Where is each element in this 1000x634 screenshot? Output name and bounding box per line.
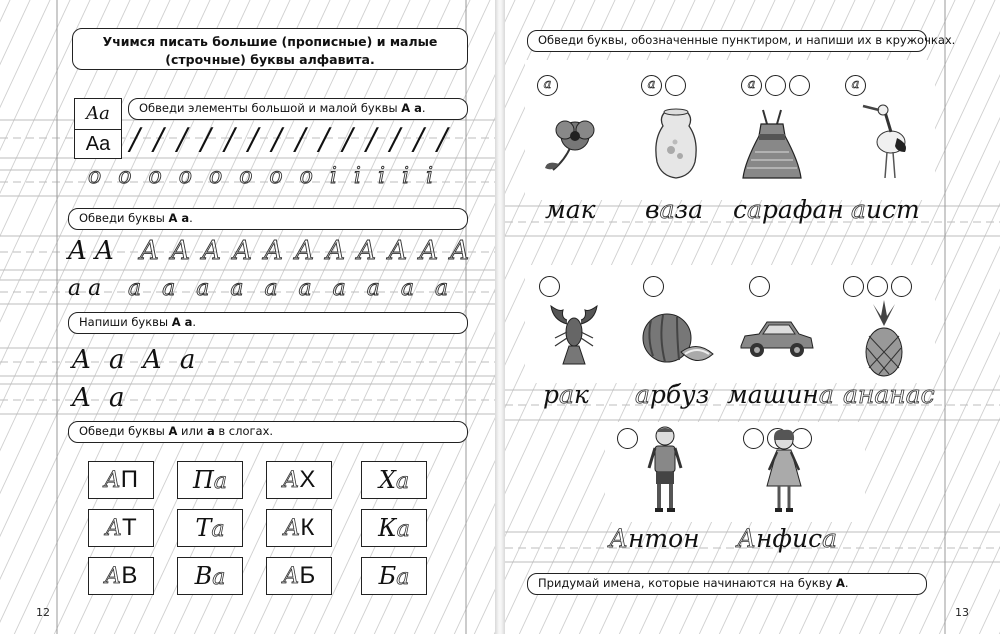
word-ananas: ананас (843, 380, 935, 409)
sample-upper-a: A A (68, 236, 114, 266)
answer-circle[interactable] (665, 75, 686, 96)
answer-circles[interactable] (537, 75, 558, 96)
page-title: Учимся писать большие (прописные) и малые (строчные) буквы алфавита. (72, 28, 468, 70)
answer-circle[interactable] (765, 75, 786, 96)
girl-picture (763, 428, 805, 514)
answer-circles[interactable] (617, 428, 638, 449)
answer-circle[interactable] (843, 276, 864, 297)
answer-circles[interactable] (539, 276, 560, 297)
page-number: 12 (36, 606, 50, 619)
answer-circle[interactable] (743, 428, 764, 449)
answer-circles[interactable] (845, 75, 866, 96)
write-row-2[interactable]: A a (72, 383, 130, 413)
word-aist: аист (851, 195, 920, 224)
poppy-picture (541, 116, 605, 178)
crayfish-picture (545, 302, 603, 368)
answer-circle[interactable] (891, 276, 912, 297)
syllable-box[interactable]: АК (266, 509, 332, 547)
syllable-box[interactable]: АВ (88, 557, 154, 595)
word-vaza: ваза (645, 195, 704, 224)
cursive-letter-sample: Aa (75, 99, 121, 130)
syllable-box[interactable]: Па (177, 461, 243, 499)
syllable-box[interactable]: АТ (88, 509, 154, 547)
instruction-invent-names: Придумай имена, которые начинаются на букву А. (527, 573, 927, 595)
answer-circle[interactable]: а (845, 75, 866, 96)
syllable-box[interactable]: Ва (177, 557, 243, 595)
instruction-trace-dotted-letters: Обведи буквы, обозначенные пунктиром, и напиши их в кружочках. (527, 30, 927, 52)
syllable-box[interactable]: АХ (266, 461, 332, 499)
trace-row-upper-a[interactable]: A A A A A A A A A A A (140, 236, 472, 266)
answer-circles[interactable] (741, 75, 810, 96)
syllable-box[interactable]: Ха (361, 461, 427, 499)
pineapple-picture (859, 300, 909, 378)
word-arbuz: арбуз (635, 380, 710, 409)
left-page (0, 0, 495, 634)
trace-row-lower-elements[interactable]: o o o o o o o o i i i i i (88, 164, 439, 189)
write-row-1[interactable]: A a A a (72, 345, 201, 375)
word-anfisa: Анфиса (737, 524, 837, 553)
car-picture (737, 316, 815, 360)
trace-row-upper-elements[interactable]: / / / / / / / / / / / / / / (130, 122, 450, 157)
word-anton: Антон (609, 524, 700, 553)
watermelon-picture (637, 312, 715, 368)
vase-picture (651, 106, 701, 182)
syllable-box[interactable]: АП (88, 461, 154, 499)
letter-a-sample-box (74, 98, 122, 159)
answer-circle[interactable] (749, 276, 770, 297)
instruction-trace-syllables: Обведи буквы А или а в слогах. (68, 421, 468, 443)
instruction-trace-elements: Обведи элементы большой и малой буквы А а. (128, 98, 468, 120)
answer-circles[interactable] (749, 276, 770, 297)
sundress-picture (741, 106, 803, 182)
answer-circle[interactable]: а (741, 75, 762, 96)
answer-circles[interactable] (641, 75, 686, 96)
syllable-box[interactable]: Та (177, 509, 243, 547)
answer-circle[interactable] (617, 428, 638, 449)
word-mashina: машина (727, 380, 834, 409)
answer-circle[interactable]: а (641, 75, 662, 96)
answer-circle[interactable] (643, 276, 664, 297)
sample-lower-a: a a (68, 276, 102, 301)
syllable-box[interactable]: АБ (266, 557, 332, 595)
print-letter-sample: Aa (85, 133, 111, 155)
instruction-trace-letters: Обведи буквы А а. (68, 208, 468, 230)
syllable-box[interactable]: Ка (361, 509, 427, 547)
boy-picture (645, 424, 685, 516)
answer-circle[interactable] (867, 276, 888, 297)
word-mak: мак (545, 195, 596, 224)
stork-picture (861, 98, 911, 182)
page-number: 13 (955, 606, 969, 619)
right-page (505, 0, 1000, 634)
trace-row-lower-a[interactable]: a a a a a a a a a a (128, 276, 456, 301)
word-sarafan: сарафан (733, 195, 844, 224)
book-spine (495, 0, 505, 634)
syllable-box[interactable]: Ба (361, 557, 427, 595)
answer-circle[interactable]: а (537, 75, 558, 96)
answer-circle[interactable] (539, 276, 560, 297)
answer-circles[interactable] (843, 276, 912, 297)
word-rak: рак (543, 380, 589, 409)
answer-circle[interactable] (789, 75, 810, 96)
instruction-write-letters: Напиши буквы А а. (68, 312, 468, 334)
answer-circles[interactable] (643, 276, 664, 297)
